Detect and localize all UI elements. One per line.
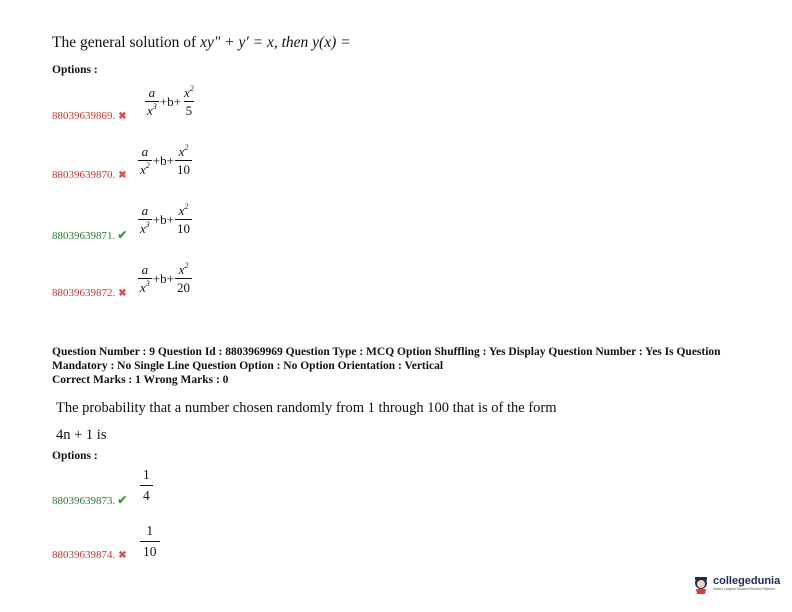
fraction-denominator: 10 xyxy=(176,221,190,236)
fraction-numerator: x xyxy=(178,203,185,218)
fraction-numerator: a xyxy=(148,85,156,100)
question-1-prefix: The general solution of xyxy=(52,34,201,51)
option-id-label xyxy=(52,110,127,122)
check-icon: ✔ xyxy=(117,493,128,507)
operator-text: +b+ xyxy=(159,93,181,109)
cross-icon: ✖ xyxy=(118,288,127,299)
exponent: 2 xyxy=(145,161,150,170)
option-id-label xyxy=(52,493,127,508)
fraction-denominator: 10 xyxy=(176,162,190,177)
fraction-numerator: 1 xyxy=(143,467,150,482)
question-1-equation: xy″ + y′ = x, then y(x) = xyxy=(200,34,351,51)
fraction-numerator: a xyxy=(141,144,149,159)
exponent: 3 xyxy=(152,102,157,111)
exponent: 2 xyxy=(184,143,189,152)
option-expression xyxy=(138,261,192,294)
question-1-text xyxy=(52,34,351,52)
fraction-denominator: 20 xyxy=(176,280,190,295)
exponent: 3 xyxy=(145,279,150,288)
meta-line-2: Mandatory : No Single Line Question Option : No Option Orientation : Vertical xyxy=(52,360,444,372)
operator-text: +b+ xyxy=(152,152,174,168)
options-label-q1: Options : xyxy=(52,64,98,76)
exponent: 3 xyxy=(145,220,150,229)
option-id: 88039639873. xyxy=(52,495,116,507)
cross-icon: ✖ xyxy=(118,111,127,122)
collegedunia-logo xyxy=(692,574,780,594)
meta-line-3: Correct Marks : 1 Wrong Marks : 0 xyxy=(52,374,229,386)
fraction-denominator: x xyxy=(140,280,146,295)
options-label-q2: Options : xyxy=(52,450,98,462)
option-id: 88039639869. xyxy=(52,110,116,122)
fraction-denominator: x xyxy=(140,221,146,236)
meta-line-1: Question Number : 9 Question Id : 8803969969 Question Type : MCQ Option Shuffling : Yes Display Question Number : Yes Is Question xyxy=(52,346,721,358)
fraction-numerator: x xyxy=(183,85,190,100)
question-meta xyxy=(52,345,772,387)
fraction-numerator: a xyxy=(141,203,149,218)
option-expression xyxy=(138,143,192,176)
fraction-denominator: 4 xyxy=(140,485,153,503)
operator-text: +b+ xyxy=(152,270,174,286)
option-fraction xyxy=(140,466,153,502)
fraction-denominator: x xyxy=(147,103,153,118)
logo-tagline: India's Largest Student Review Platform xyxy=(713,587,776,591)
exponent: 2 xyxy=(189,84,194,93)
option-id: 88039639871. xyxy=(52,230,116,242)
option-expression xyxy=(138,202,192,235)
option-id: 88039639872. xyxy=(52,287,116,299)
cross-icon: ✖ xyxy=(118,170,127,181)
fraction-numerator: a xyxy=(141,262,149,277)
option-id: 88039639870. xyxy=(52,169,116,181)
option-expression xyxy=(145,84,196,117)
fraction-numerator: x xyxy=(178,144,185,159)
exponent: 2 xyxy=(184,261,189,270)
option-id-label xyxy=(52,549,127,561)
option-id: 88039639874. xyxy=(52,549,116,561)
cross-icon: ✖ xyxy=(118,550,127,561)
question-2-line-2: 4n + 1 is xyxy=(56,427,107,443)
fraction-numerator: x xyxy=(178,262,185,277)
exponent: 2 xyxy=(184,202,189,211)
option-fraction xyxy=(140,522,160,558)
fraction-denominator: x xyxy=(140,162,146,177)
fraction-numerator: 1 xyxy=(146,523,154,538)
logo-name: collegedunia xyxy=(713,575,781,587)
question-2-line-1: The probability that a number chosen randomly from 1 through 100 that is of the form xyxy=(56,400,557,416)
option-id-label xyxy=(52,228,127,243)
operator-text: +b+ xyxy=(152,211,174,227)
logo-mascot-icon xyxy=(692,574,710,594)
fraction-denominator: 10 xyxy=(140,541,160,559)
option-id-label xyxy=(52,169,127,181)
option-id-label xyxy=(52,287,127,299)
check-icon: ✔ xyxy=(117,228,128,242)
fraction-denominator: 5 xyxy=(185,103,193,118)
